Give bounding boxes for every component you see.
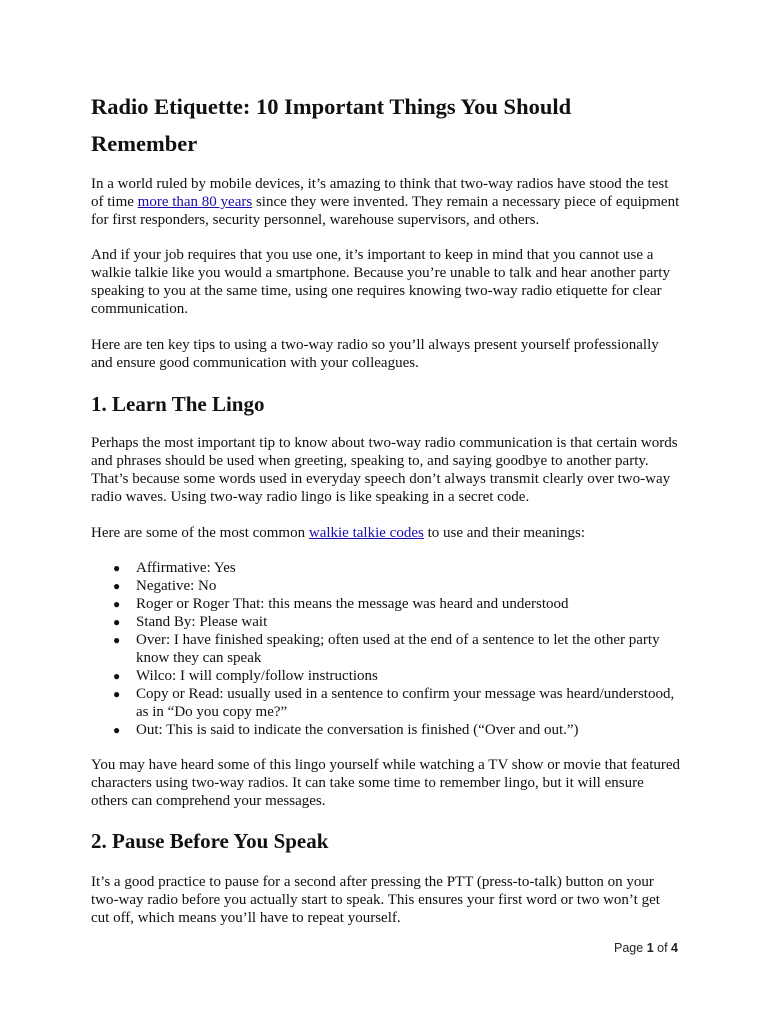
list-item bbox=[91, 721, 681, 739]
bullet-icon: ● bbox=[113, 723, 121, 737]
link-more-than-80-years[interactable]: more than 80 years bbox=[137, 194, 253, 210]
intro-text: since they were invented. They remain a necessary piece of equipment for first responders, security personnel, warehouse supervisors, and others. bbox=[91, 194, 680, 228]
page-label: Page bbox=[614, 941, 644, 955]
bullet-icon: ● bbox=[113, 633, 121, 647]
list-item-text: Out: This is said to indicate the conversation is finished (“Over and out.”) bbox=[136, 722, 579, 738]
walkie-talkie-codes-list bbox=[91, 559, 681, 739]
section-1-heading: 1. Learn The Lingo bbox=[91, 392, 265, 416]
section-2-paragraph-1: It’s a good practice to pause for a second after pressing the PTT (press-to-talk) button on your two-way radio before you actually start to speak. This ensures your first word or two won’t get cut off, which means you’ll have to repeat yourself. bbox=[91, 874, 660, 926]
paragraph-text: Here are some of the most common bbox=[91, 525, 309, 541]
list-item bbox=[91, 595, 681, 613]
list-item-text: Stand By: Please wait bbox=[136, 614, 268, 630]
list-item bbox=[91, 667, 681, 685]
page-current: 1 bbox=[646, 941, 654, 955]
list-item bbox=[91, 577, 681, 595]
bullet-icon: ● bbox=[113, 687, 121, 701]
list-item bbox=[91, 685, 681, 721]
intro-text: In a world ruled by mobile devices, it’s amazing to think that two-way radios have stood the test of time bbox=[91, 176, 669, 210]
paragraph-text: to use and their meanings: bbox=[423, 525, 586, 541]
link-walkie-talkie-codes[interactable]: walkie talkie codes bbox=[308, 525, 424, 541]
document-title: Radio Etiquette: 10 Important Things You Should Remember bbox=[91, 94, 572, 156]
page-of-label: of bbox=[657, 941, 668, 955]
list-item-text: Roger or Roger That: this means the message was heard and understood bbox=[136, 596, 569, 612]
intro-paragraph-3: Here are ten key tips to using a two-way radio so you’ll always present yourself professionally and ensure good communication with your colleagues. bbox=[91, 337, 659, 371]
bullet-icon: ● bbox=[113, 615, 121, 629]
list-item bbox=[91, 559, 681, 577]
section-1-paragraph-1: Perhaps the most important tip to know about two-way radio communication is that certain words and phrases should be used when greeting, speaking to, and saying goodbye to another party. That’s because some words used in everyday speech don’t always transmit clearly over two-way radio waves. Using two-way radio lingo is like speaking in a secret code. bbox=[91, 435, 678, 505]
section-1-paragraph-2 bbox=[91, 524, 681, 542]
section-2-heading: 2. Pause Before You Speak bbox=[91, 829, 329, 853]
list-item-text: Wilco: I will comply/follow instructions bbox=[136, 668, 378, 684]
bullet-icon: ● bbox=[113, 579, 121, 593]
intro-paragraph-2: And if your job requires that you use one, it’s important to keep in mind that you cannot use a walkie talkie like you would a smartphone. Because you’re unable to talk and hear another party speaking to you at the same time, using one requires knowing two-way radio etiquette for clear communication. bbox=[91, 247, 670, 317]
bullet-icon: ● bbox=[113, 561, 121, 575]
list-item-text: Over: I have finished speaking; often used at the end of a sentence to let the other party know they can speak bbox=[136, 632, 660, 666]
list-item-text: Copy or Read: usually used in a sentence to confirm your message was heard/understood, as in “Do you copy me?” bbox=[136, 686, 675, 720]
list-item-text: Negative: No bbox=[136, 578, 217, 594]
list-item bbox=[91, 613, 681, 631]
section-1-paragraph-3: You may have heard some of this lingo yourself while watching a TV show or movie that featured characters using two-way radios. It can take some time to remember lingo, but it will ensure others can comprehend your messages. bbox=[91, 757, 681, 809]
page-total: 4 bbox=[671, 941, 678, 955]
bullet-icon: ● bbox=[113, 597, 121, 611]
bullet-icon: ● bbox=[113, 669, 121, 683]
intro-paragraph-1 bbox=[91, 175, 681, 229]
list-item bbox=[91, 631, 681, 667]
page-number bbox=[614, 941, 678, 955]
list-item-text: Affirmative: Yes bbox=[136, 560, 236, 576]
